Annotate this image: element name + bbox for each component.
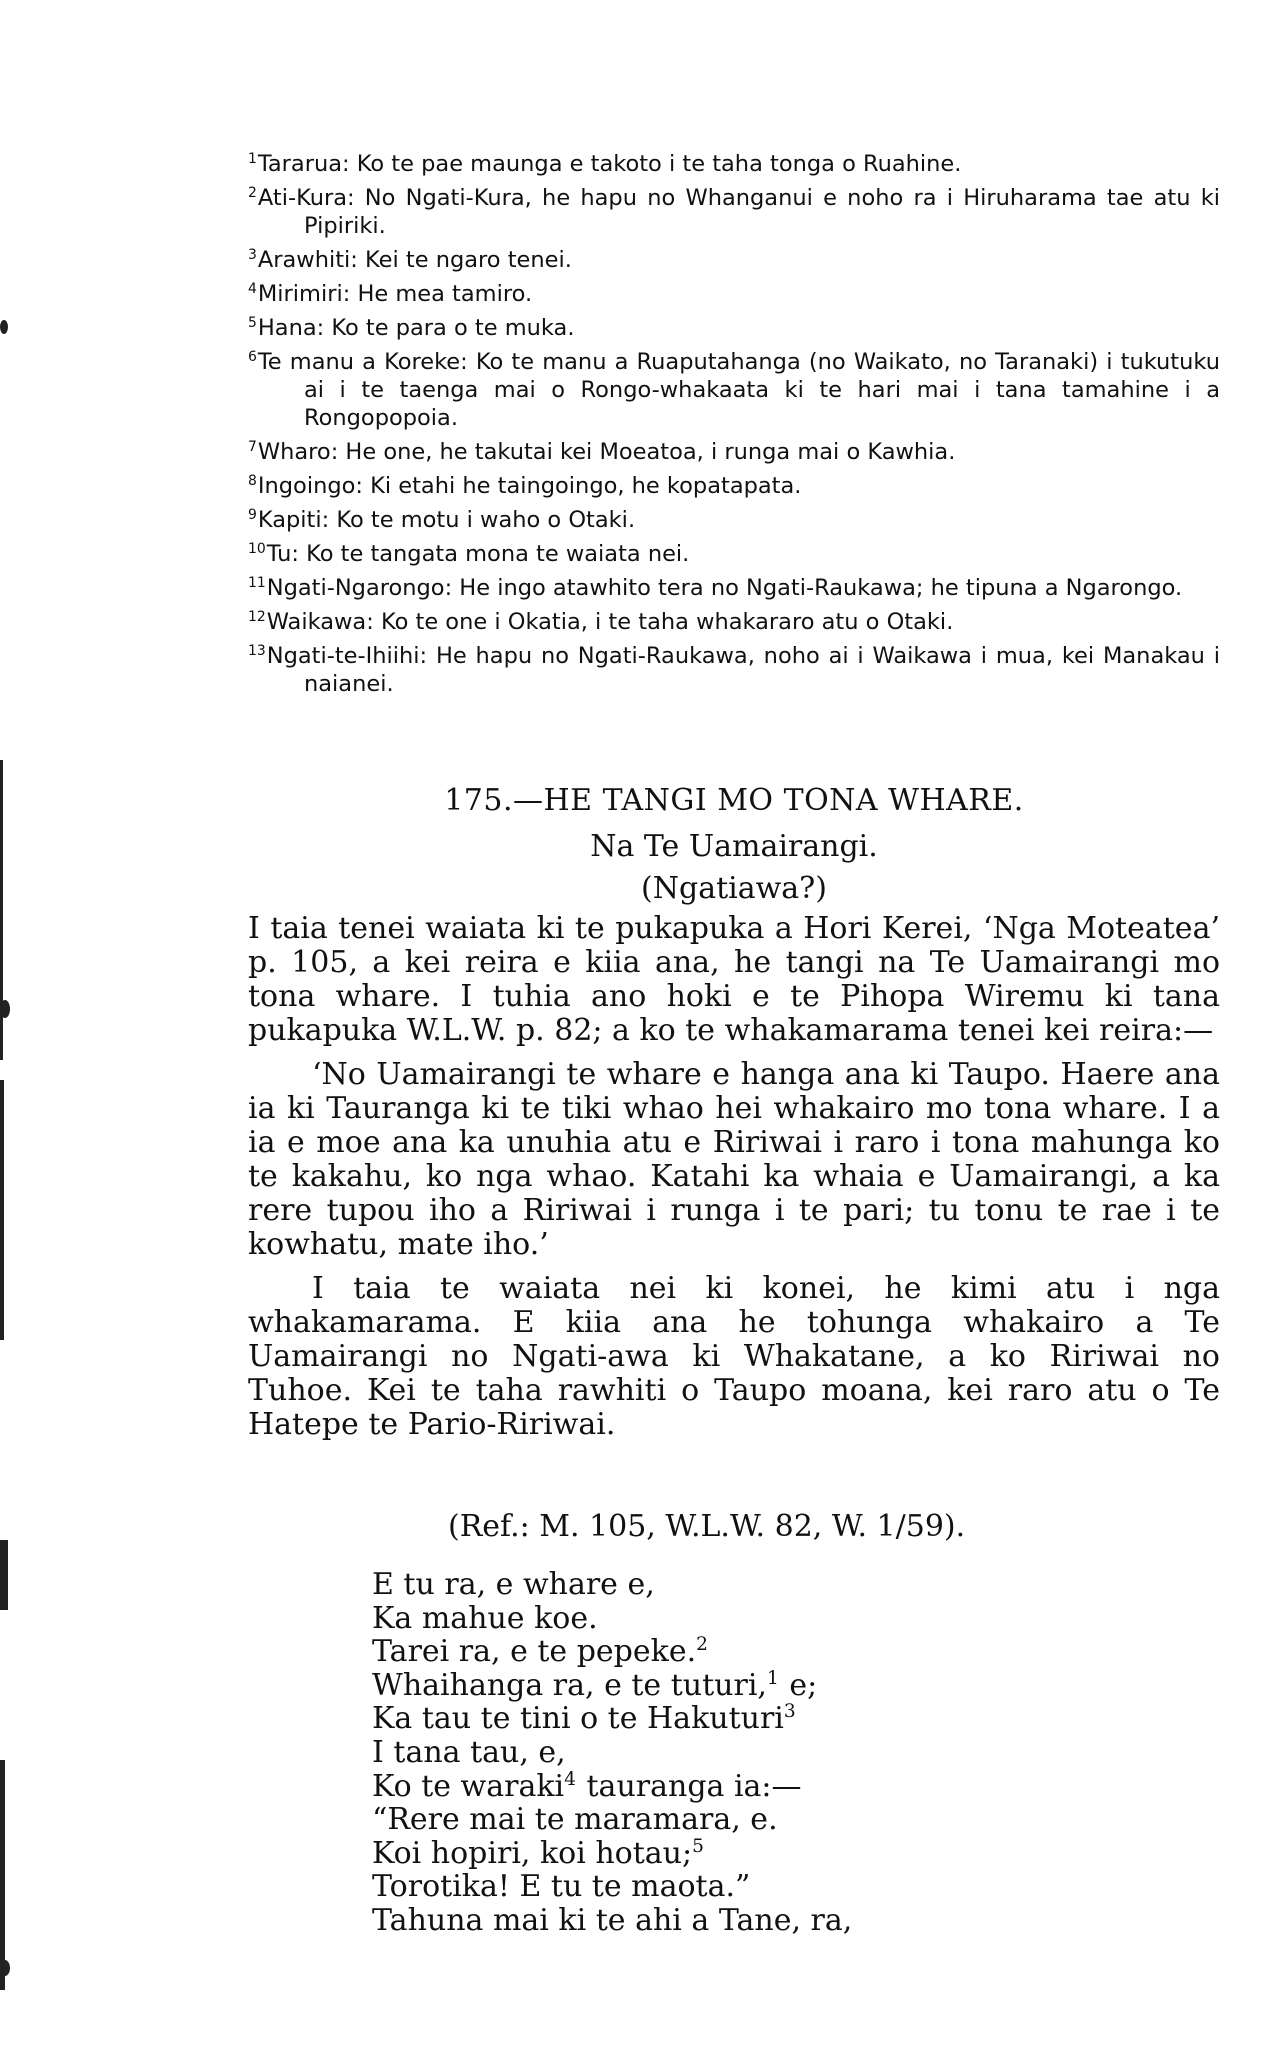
footnote-text: Kapiti: Ko te motu i waho o Otaki. xyxy=(257,507,636,533)
footnote-number: 1 xyxy=(248,150,257,167)
footnote xyxy=(248,348,1220,432)
footnote-ref: 3 xyxy=(783,1701,796,1723)
scan-edge-mark xyxy=(0,1760,5,1990)
footnote-text: Te manu a Koreke: Ko te manu a Ruaputahanga (no Waikato, no Taranaki) i tukutuku ai i te taenga mai o Rongo-whakaata ki te hari mai i tana tamahine i a Rongopopoia. xyxy=(257,349,1220,431)
footnote-text: Ati-Kura: No Ngati-Kura, he hapu no Whanganui e noho ra i Hiruharama tae atu ki Pipiriki. xyxy=(257,185,1220,239)
poem-line xyxy=(372,1635,852,1669)
footnote-number: 12 xyxy=(248,608,266,625)
poem-line-text: Tarei ra, e te pepeke. xyxy=(372,1634,697,1670)
footnote-text: Hana: Ko te para o te muka. xyxy=(257,315,575,341)
poem-line-text: Ko te waraki xyxy=(372,1768,565,1804)
poem-line-text: “Rere mai te maramara, e. xyxy=(372,1802,778,1838)
footnote-ref: 1 xyxy=(766,1667,779,1689)
scan-edge-mark xyxy=(0,1080,4,1340)
song-tribe: (Ngatiawa?) xyxy=(641,871,827,906)
footnote xyxy=(248,608,1220,636)
footnote-text: Ingoingo: Ki etahi he taingoingo, he kopatapata. xyxy=(257,473,802,499)
poem-text xyxy=(372,1568,852,1938)
scan-edge-mark xyxy=(0,1540,8,1610)
footnote xyxy=(248,150,1220,178)
footnote-text: Ngati-te-Ihiihi: He hapu no Ngati-Raukawa, noho ai i Waikawa i mua, kei Manakau i naianei. xyxy=(266,643,1220,697)
footnote-number: 10 xyxy=(248,540,266,557)
footnote-number: 6 xyxy=(248,348,257,365)
poem-line-tail: tauranga ia:— xyxy=(576,1768,802,1804)
song-title: 175.—HE TANGI MO TONA WHARE. xyxy=(444,783,1024,818)
footnote-text: Tu: Ko te tangata mona te waiata nei. xyxy=(266,541,690,567)
song-author: Na Te Uamairangi. xyxy=(590,829,878,864)
poem-line xyxy=(372,1602,852,1636)
poem-line xyxy=(372,1770,852,1804)
poem-line xyxy=(372,1904,852,1938)
footnotes xyxy=(248,150,1220,704)
introduction xyxy=(248,912,1220,1452)
footnote-number: 3 xyxy=(248,246,257,263)
footnote-text: Tararua: Ko te pae maunga e takoto i te taha tonga o Ruahine. xyxy=(257,151,962,177)
paragraph-quote: ‘No Uamairangi te whare e hanga ana ki Taupo. Haere ana ia ki Tauranga ki te tiki whao hei whakairo mo tona whare. I a ia e moe ana ka unuhia atu e Ririwai i raro i tona mahunga ko te kakahu, ko nga whao. Katahi ka whaia e Uamairangi, a ka rere tupou iho a Ririwai i runga i te pari; tu tonu te rae i te kowhatu, mate iho.’ xyxy=(248,1057,1220,1262)
footnote xyxy=(248,280,1220,308)
poem-line-text: E tu ra, e whare e, xyxy=(372,1567,655,1602)
poem-line xyxy=(372,1803,852,1837)
poem-line-text: Torotika! E tu te maota.” xyxy=(372,1869,751,1905)
footnote xyxy=(248,574,1220,602)
footnote-number: 11 xyxy=(248,574,266,591)
footnote xyxy=(248,642,1220,698)
footnote xyxy=(248,506,1220,534)
footnote xyxy=(248,246,1220,274)
footnote-number: 13 xyxy=(248,642,266,659)
footnote-number: 9 xyxy=(248,506,257,523)
poem-line-text: Ka mahue koe. xyxy=(372,1600,598,1636)
poem-line-text: I tana tau, e, xyxy=(372,1734,566,1770)
footnote-number: 2 xyxy=(248,184,257,201)
poem-line xyxy=(372,1736,852,1770)
poem-line-text: Whaihanga ra, e te tuturi, xyxy=(372,1667,767,1703)
paragraph: I taia te waiata nei ki konei, he kimi atu i nga whakamarama. E kiia ana he tohunga whakairo a Te Uamairangi no Ngati-awa ki Whakatane, a ko Ririwai no Tuhoe. Kei te taha rawhiti o Taupo moana, kei raro atu o Te Hatepe te Pario-Ririwai. xyxy=(248,1271,1220,1442)
footnote xyxy=(248,438,1220,466)
footnote-text: Wharo: He one, he takutai kei Moeatoa, i runga mai o Kawhia. xyxy=(257,439,956,465)
footnote-ref: 4 xyxy=(564,1768,576,1790)
footnote-number: 7 xyxy=(248,438,257,455)
poem-line-text: Ka tau te tini o te Hakuturi xyxy=(372,1701,784,1737)
poem-line xyxy=(372,1669,852,1703)
poem-line-tail: e; xyxy=(779,1667,818,1703)
reference-line: (Ref.: M. 105, W.L.W. 82, W. 1/59). xyxy=(448,1509,966,1544)
footnote-number: 5 xyxy=(248,314,257,331)
scan-edge-dot xyxy=(0,320,8,334)
footnote-text: Mirimiri: He mea tamiro. xyxy=(257,281,533,307)
poem-line xyxy=(372,1568,852,1602)
footnote xyxy=(248,314,1220,342)
poem-line xyxy=(372,1870,852,1904)
footnote-number: 8 xyxy=(248,472,257,489)
footnote-number: 4 xyxy=(248,280,257,297)
poem-line xyxy=(372,1837,852,1871)
footnote-text: Ngati-Ngarongo: He ingo atawhito tera no Ngati-Raukawa; he tipuna a Ngarongo. xyxy=(266,575,1183,601)
paragraph: I taia tenei waiata ki te pukapuka a Hori Kerei, ‘Nga Moteatea’ p. 105, a kei reira e kiia ana, he tangi na Te Uamairangi mo tona whare. I tuhia ano hoki e te Pihopa Wiremu ki tana pukapuka W.L.W. p. 82; a ko te whakamarama tenei kei reira:— xyxy=(248,911,1220,1048)
footnote-ref: 2 xyxy=(696,1634,708,1656)
poem-line xyxy=(372,1702,852,1736)
footnote-ref: 5 xyxy=(692,1835,704,1857)
scan-edge-dot xyxy=(0,1000,10,1018)
poem-line-text: Koi hopiri, koi hotau; xyxy=(372,1835,693,1871)
poem-line-text: Tahuna mai ki te ahi a Tane, ra, xyxy=(372,1902,853,1938)
footnote-text: Waikawa: Ko te one i Okatia, i te taha whakararo atu o Otaki. xyxy=(266,609,954,635)
footnote-text: Arawhiti: Kei te ngaro tenei. xyxy=(257,247,572,273)
scan-edge-dot xyxy=(0,1960,10,1976)
footnote xyxy=(248,472,1220,500)
footnote xyxy=(248,540,1220,568)
footnote xyxy=(248,184,1220,240)
